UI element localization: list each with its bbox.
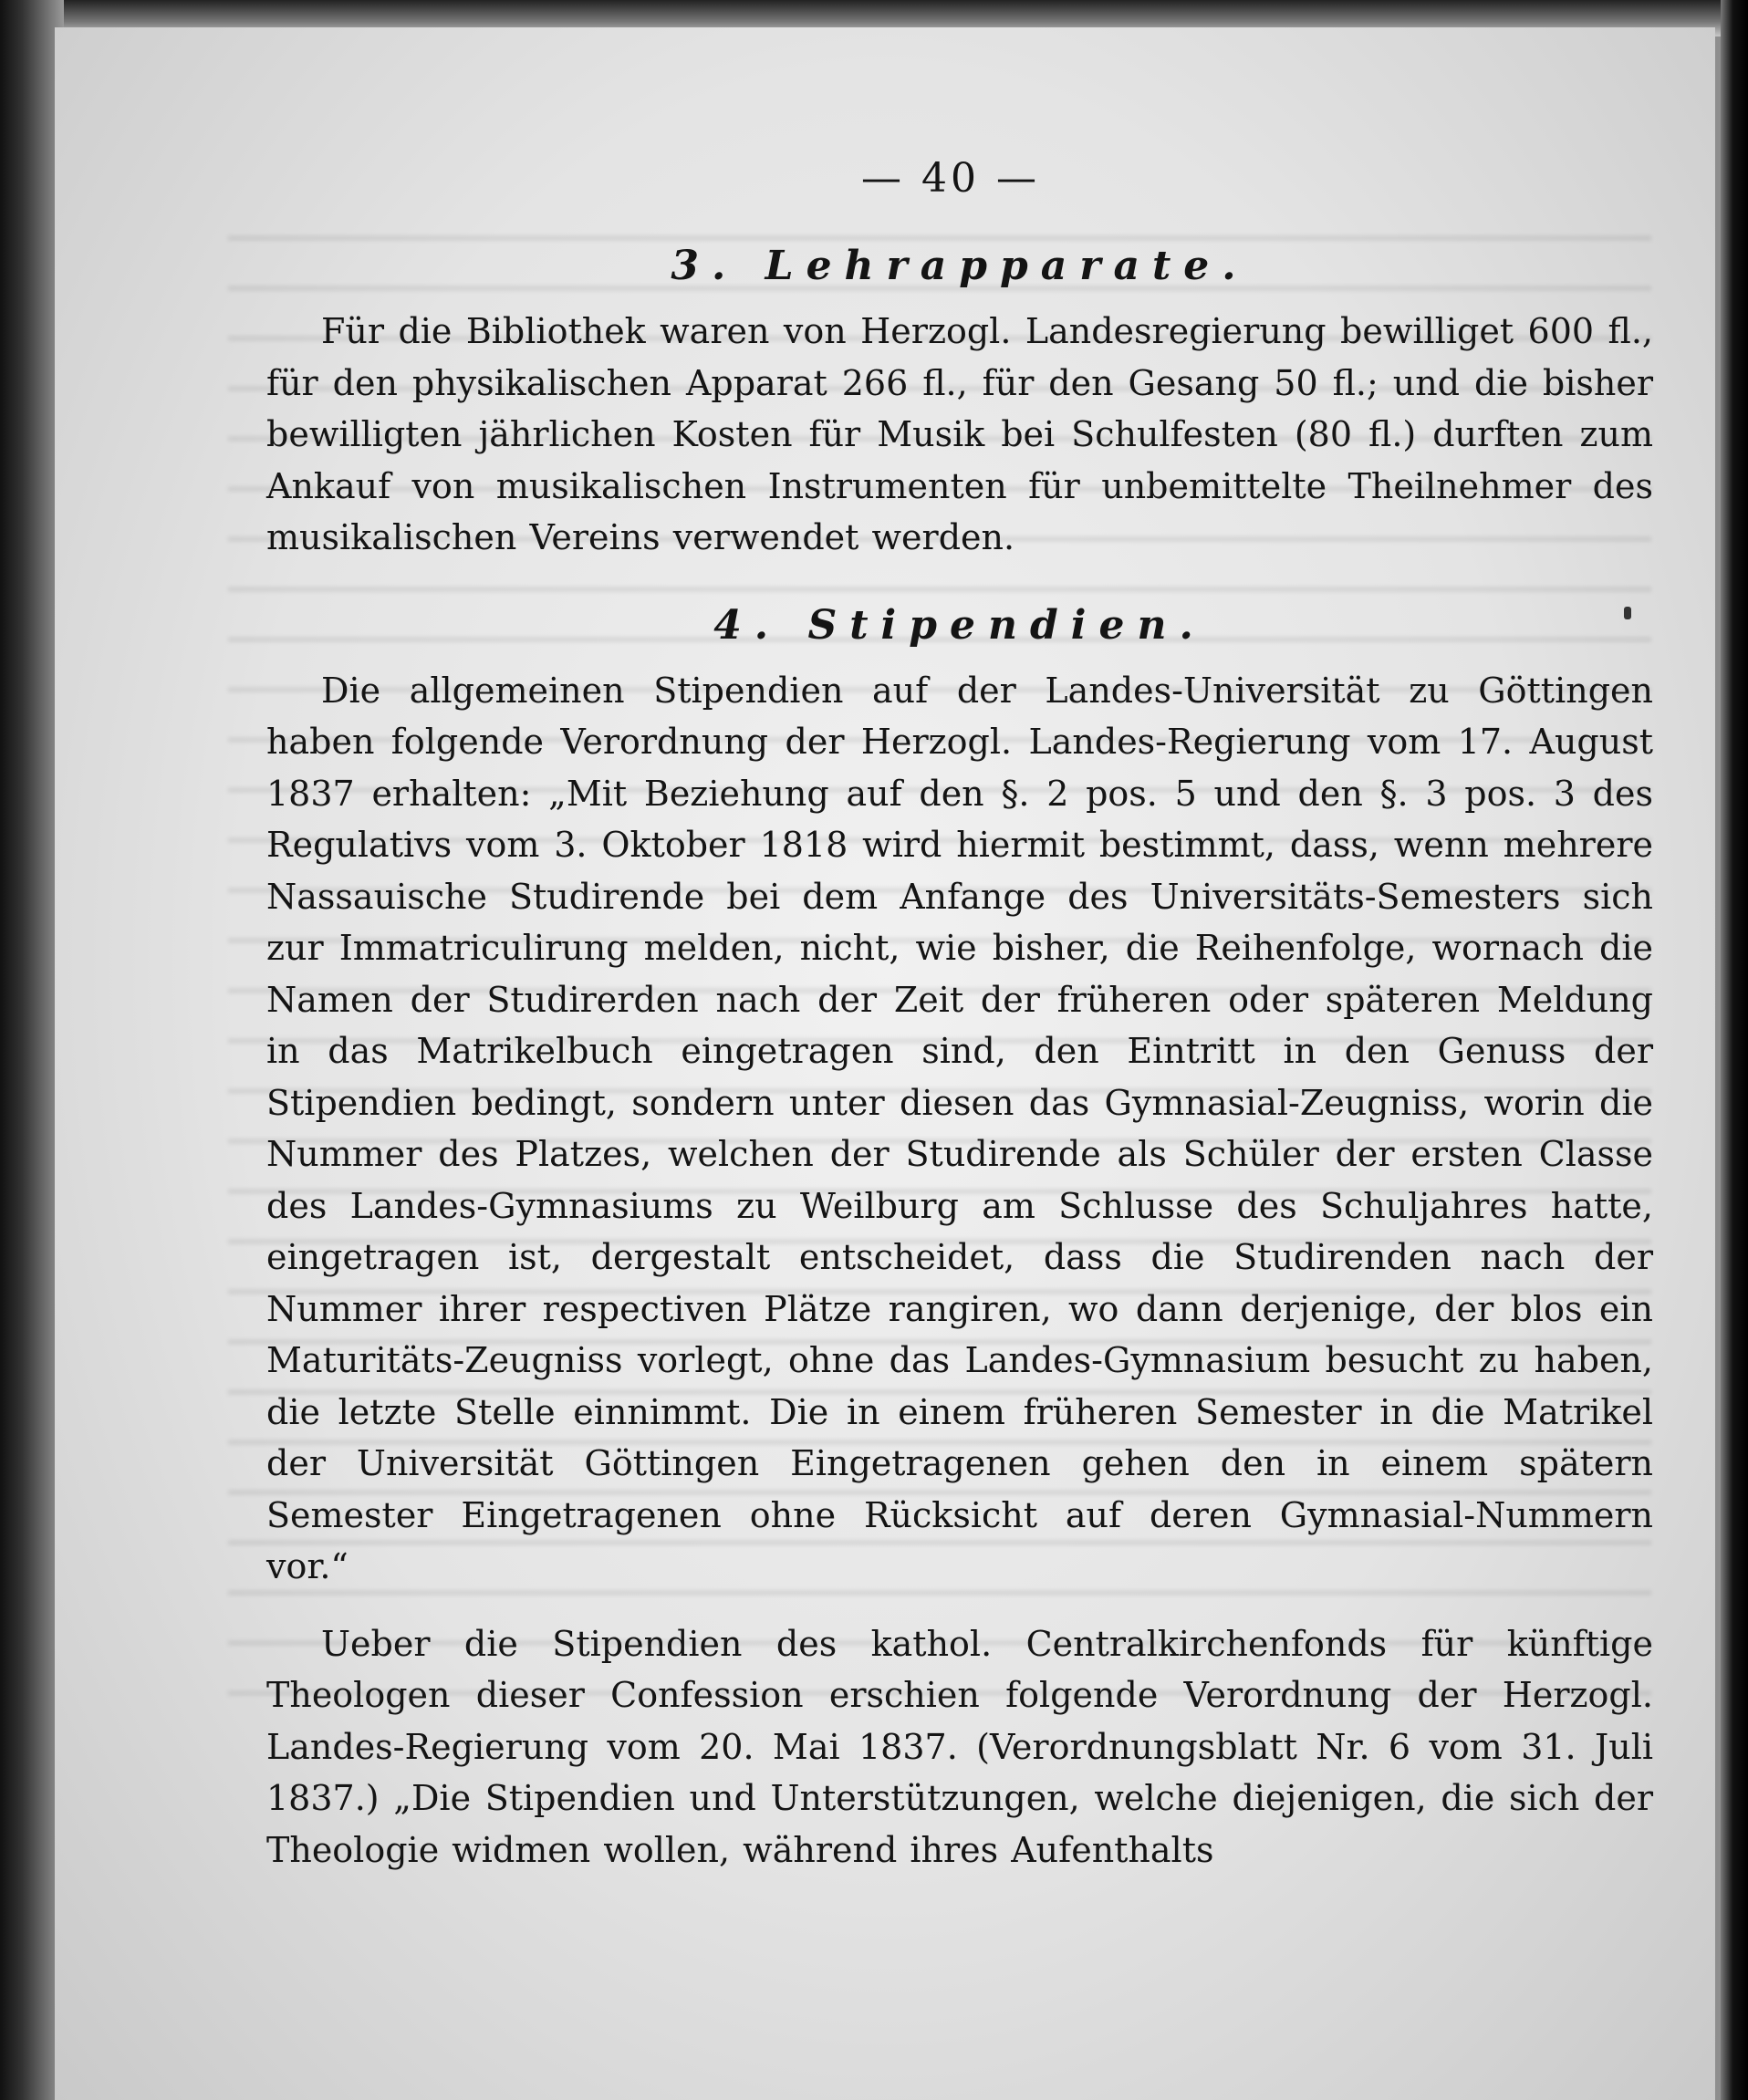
- paragraph-lehrapparate: Für die Bibliothek waren von Herzogl. Landesregierung bewilliget 600 fl., für den physikalischen Apparat 266 fl., für den Gesang 50 fl.; und die bisher bewilligten jährlichen Kosten für Musik bei Schulfesten (80 fl.) durften zum Ankauf von musikalischen Instrumenten für unbemittelte Theilnehmer des musikalischen Vereins verwendet werden.: [266, 311, 1653, 557]
- paragraph-allgemeine-stipendien: Die allgemeinen Stipendien auf der Landes-Universität zu Göttingen haben folgende Verordnung der Herzogl. Landes-Regierung vom 17. August 1837 erhalten: „Mit Beziehung auf den §. 2 pos. 5 und den §. 3 pos. 3 des Regulativs vom 3. Oktober 1818 wird hiermit bestimmt, dass, wenn mehrere Nassauische Studirende bei dem Anfange des Universitäts-Semesters sich zur Immatriculirung melden, nicht, wie bisher, die Reihenfolge, wornach die Namen der Studirerden nach der Zeit der früheren oder späteren Meldung in das Matrikelbuch eingetragen sind, den Eintritt in den Genuss der Stipendien bedingt, sondern unter diesen das Gymnasial-Zeugniss, worin die Nummer des Platzes, welchen der Studirende als Schüler der ersten Classe des Landes-Gymnasiums zu Weilburg am Schlusse des Schuljahres hatte, eingetragen ist, dergestalt entscheidet, dass die Studirenden nach der Nummer ihrer respectiven Plätze rangiren, wo dann derjenige, der blos ein Maturitäts-Zeugniss vorlegt, ohne das Landes-Gymnasium besucht zu haben, die letzte Stelle einnimmt. Die in einem früheren Semester in die Matrikel der Universität Göttingen Eingetragenen gehen den in einem spätern Semester Eingetragenen ohne Rücksicht auf deren Gymnasial-Nummern vor.“: [266, 670, 1653, 1586]
- book-page: [55, 27, 1715, 2100]
- page-content: [266, 155, 1653, 1901]
- section-title-stipendien: 4. Stipendien.: [713, 601, 1206, 649]
- section-title-lehrapparate: 3. Lehrapparate.: [671, 243, 1249, 289]
- paragraph-kathol-stipendien: Ueber die Stipendien des kathol. Centralkirchenfonds für künftige Theologen dieser Confession erschien folgende Verordnung der Herzogl. Landes-Regierung vom 20. Mai 1837. (Verordnungsblatt Nr. 6 vom 31. Juli 1837.) „Die Stipendien und Unterstützungen, welche diejenigen, die sich der Theologie widmen wollen, während ihres Aufenthalts: [266, 1623, 1653, 1870]
- scan-border-right: [1721, 0, 1748, 2100]
- page-number: — 40 —: [861, 155, 1040, 202]
